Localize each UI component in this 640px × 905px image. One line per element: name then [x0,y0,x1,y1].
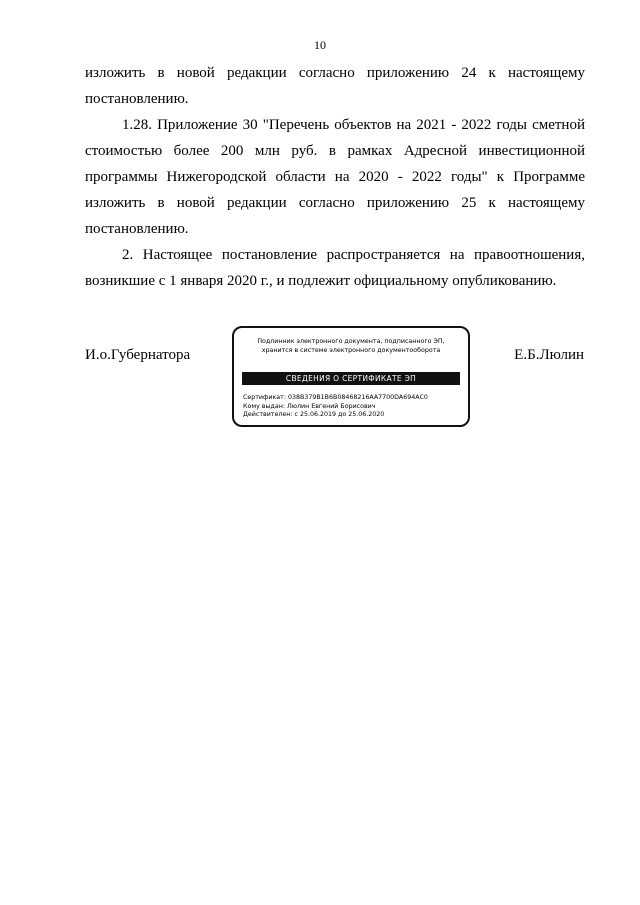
stamp-header-line-2: хранится в системе электронного документооборота [261,347,441,354]
certificate-value: 038B379B1B6B08468216AA7700DA694AC0 [287,394,428,401]
stamp-valid-line [243,411,462,420]
paragraph-1-28: 1.28. Приложение 30 "Перечень объектов на 2021 - 2022 годы сметной стоимостью более 200 млн руб. в рамках Адресной инвестиционной программы Нижегородской области на 2020 - 2022 годы" к Программе изложить в новой редакции согласно приложению 25 к настоящему постановлению. [85,117,585,237]
issued-to-value: Люлин Евгений Борисович [286,402,376,410]
stamp-certificate-line [243,394,462,403]
issued-to-label: Кому выдан: [243,402,285,410]
signer-title: И.о.Губернатора [85,347,191,363]
signature-block [0,326,640,432]
stamp-issued-to-line [243,403,462,412]
stamp-details [243,394,462,420]
stamp-header-line-1: Подлинник электронного документа, подписанного ЭП, [257,338,445,345]
body-text [85,60,585,294]
valid-label: Действителен: [243,411,293,418]
stamp-header [240,337,462,355]
valid-value: с 25.06.2019 до 25.06.2020 [294,411,385,418]
certificate-label: Сертификат: [243,394,286,401]
paragraph-continuation: изложить в новой редакции согласно приложению 24 к настоящему постановлению. [85,65,585,107]
signer-name: Е.Б.Люлин [514,347,584,363]
paragraph-2: 2. Настоящее постановление распространяется на правоотношения, возникшие с 1 января 2020 г., и подлежит официальному опубликованию. [85,247,585,289]
stamp-certificate-bar: СВЕДЕНИЯ О СЕРТИФИКАТЕ ЭП [242,372,460,385]
electronic-signature-stamp [232,326,470,427]
page-number: 10 [314,38,326,52]
